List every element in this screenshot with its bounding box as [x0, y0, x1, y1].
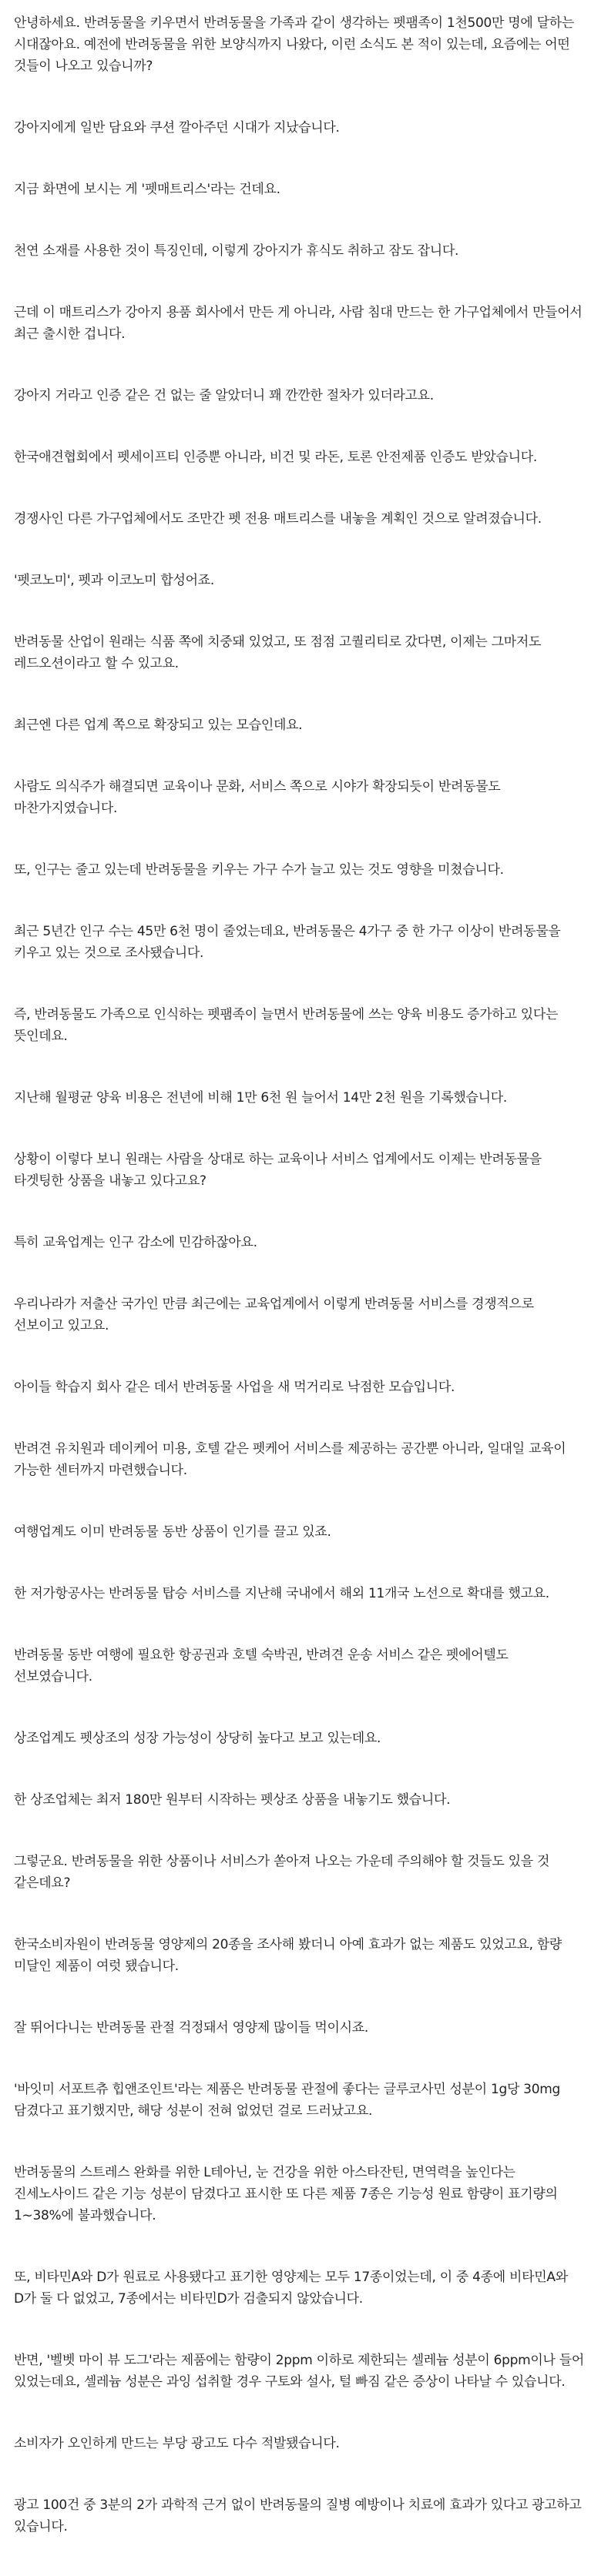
article-paragraph: 한국소비자원이 반려동물 영양제의 20종을 조사해 봤더니 아예 효과가 없는 제품도 있었고요, 함량 미달인 제품이 여럿 됐습니다.: [14, 1937, 562, 1974]
article-paragraph: 반면, '벨벳 마이 뷰 도그'라는 제품에는 함량이 2ppm 이하로 제한되는 셀레늄 성분이 6ppm이나 들어 있었는데요, 셀레늄 성분은 과잉 섭취할 경우 구토와 설사, 털 빠짐 같은 증상이 나타날 수 있습니다.: [14, 2353, 584, 2390]
article-paragraph: 한국애견협회에서 펫세이프티 인증뿐 아니라, 비건 및 라돈, 토론 안전제품 인증도 받았습니다.: [14, 450, 537, 465]
article-paragraph: 강아지에게 일반 담요와 쿠션 깔아주던 시대가 지났습니다.: [14, 120, 340, 135]
article-paragraph: 경쟁사인 다른 가구업체에서도 조만간 펫 전용 매트리스를 내놓을 계획인 것으로 알려졌습니다.: [14, 511, 542, 527]
article-paragraph: 최근 5년간 인구 수는 45만 6천 명이 줄었는데요, 반려동물은 4가구 중 한 가구 이상이 반려동물을 키우고 있는 것으로 조사됐습니다.: [14, 924, 561, 961]
article-paragraph: 또, 인구는 줄고 있는데 반려동물을 키우는 가구 수가 늘고 있는 것도 영향을 미쳤습니다.: [14, 862, 504, 878]
article-paragraph: '바잇미 서포트츄 힙앤조인트'라는 제품은 반려동물 관절에 좋다는 글루코사민 성분이 1g당 30mg 담겼다고 표기했지만, 해당 성분이 전혀 없었던 걸로 드러났고요.: [14, 2082, 560, 2119]
article-paragraph: 아이들 학습지 회사 같은 데서 반려동물 사업을 새 먹거리로 낙점한 모습입니다.: [14, 1380, 455, 1395]
article-paragraph: 안녕하세요. 반려동물을 키우면서 반려동물을 가족과 같이 생각하는 펫팸족이 1천500만 명에 달하는 시대잖아요. 예전에 반려동물을 위한 보양식까지 나왔다, 이런 소식도 본 적이 있는데, 요즘에는 어떤 것들이 나오고 있습니까?: [14, 15, 574, 74]
article-paragraph: 반려동물 산업이 원래는 식품 쪽에 치중돼 있었고, 또 점점 고퀄리티로 갔다면, 이제는 그마저도 레드오션이라고 할 수 있고요.: [14, 634, 542, 671]
article-paragraph: 또, 비타민A와 D가 원료로 사용됐다고 표기한 영양제는 모두 17종이었는데, 이 중 4종에 비타민A와 D가 둘 다 없었고, 7종에서는 비타민D가 검출되지 않았습니다.: [14, 2270, 568, 2307]
article-paragraph: 상조업계도 펫상조의 성장 가능성이 상당히 높다고 보고 있는데요.: [14, 1731, 381, 1746]
article-paragraph: 강아지 거라고 인증 같은 건 없는 줄 알았더니 꽤 깐깐한 절차가 있더라고요.: [14, 388, 434, 403]
article-paragraph: 한 저가항공사는 반려동물 탑승 서비스를 지난해 국내에서 해외 11개국 노선으로 확대를 했고요.: [14, 1586, 549, 1601]
article-paragraph: 사람도 의식주가 해결되면 교육이나 문화, 서비스 쪽으로 시야가 확장되듯이 반려동물도 마찬가지였습니다.: [14, 779, 501, 816]
article-paragraph: 광고 100건 중 3분의 2가 과학적 근거 없이 반려동물의 질병 예방이나 치료에 효과가 있다고 광고하고 있습니다.: [14, 2497, 582, 2534]
article-paragraph: 반려동물의 스트레스 완화를 위한 L테아닌, 눈 건강을 위한 아스타잔틴, 면역력을 높인다는 진세노사이드 같은 기능 성분이 담겼다고 표시한 또 다른 제품 7종은 기능성 원료 함량이 표기량의 1~38%에 불과했습니다.: [14, 2165, 558, 2223]
article-paragraph: 그렇군요. 반려동물을 위한 상품이나 서비스가 쏟아져 나오는 가운데 주의해야 할 것들도 있을 것 같은데요?: [14, 1854, 550, 1891]
article-paragraph: 최근엔 다른 업계 쪽으로 확장되고 있는 모습인데요.: [14, 718, 303, 733]
article-paragraph: '펫코노미', 펫과 이코노미 합성어죠.: [14, 573, 214, 588]
article-paragraph: 여행업계도 이미 반려동물 동반 상품이 인기를 끌고 있죠.: [14, 1524, 331, 1540]
article-paragraph: 반려견 유치원과 데이케어 미용, 호텔 같은 펫케어 서비스를 제공하는 공간뿐 아니라, 일대일 교육이 가능한 센터까지 마련했습니다.: [14, 1441, 566, 1478]
article-paragraph: 즉, 반려동물도 가족으로 인식하는 펫팸족이 늘면서 반려동물에 쓰는 양육 비용도 증가하고 있다는 뜻인데요.: [14, 1007, 559, 1044]
article-paragraph: 상황이 이렇다 보니 원래는 사람을 상대로 하는 교육이나 서비스 업계에서도 이제는 반려동물을 타겟팅한 상품을 내놓고 있다고요?: [14, 1152, 542, 1189]
article-paragraph: 지금 화면에 보시는 게 '펫매트리스'라는 건데요.: [14, 182, 280, 197]
article-paragraph: 잘 뛰어다니는 반려동물 관절 걱정돼서 영양제 많이들 먹이시죠.: [14, 2020, 369, 2036]
article-paragraph: 한 상조업체는 최저 180만 원부터 시작하는 펫상조 상품을 내놓기도 했습니다.: [14, 1792, 451, 1808]
article-paragraph: 소비자가 오인하게 만드는 부당 광고도 다수 적발됐습니다.: [14, 2436, 340, 2451]
article-paragraph: 반려동물 동반 여행에 필요한 항공권과 호텔 숙박권, 반려견 운송 서비스 같은 펫에어텔도 선보였습니다.: [14, 1648, 509, 1684]
article-paragraph: 특히 교육업계는 인구 감소에 민감하잖아요.: [14, 1235, 257, 1250]
article-paragraph: 지난해 월평균 양육 비용은 전년에 비해 1만 6천 원 늘어서 14만 2천 원을 기록했습니다.: [14, 1090, 507, 1106]
article-paragraph: 우리나라가 저출산 국가인 만큼 최근에는 교육업계에서 이렇게 반려동물 서비스를 경쟁적으로 선보이고 있고요.: [14, 1296, 534, 1333]
article-paragraph: 근데 이 매트리스가 강아지 용품 회사에서 만든 게 아니라, 사람 침대 만드는 한 가구업체에서 만들어서 최근 출시한 겁니다.: [14, 305, 583, 342]
article-paragraph: 천연 소재를 사용한 것이 특징인데, 이렇게 강아지가 휴식도 취하고 잠도 잡니다.: [14, 243, 459, 259]
